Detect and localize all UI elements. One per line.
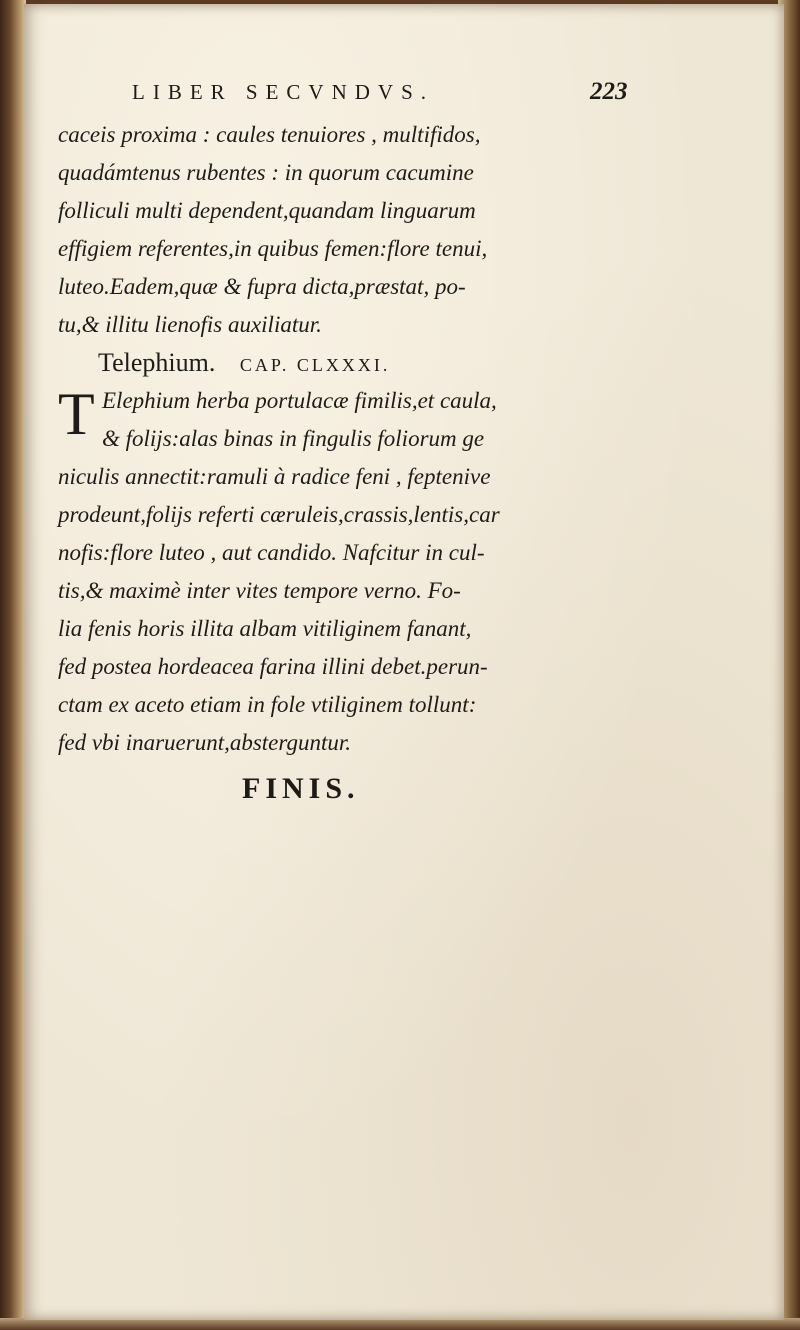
running-head-title: LIBER SECVNDVS. <box>132 80 435 104</box>
first-line-text: Elephium herba portulacæ fimilis,et caula, <box>102 388 497 413</box>
text-line: quadámtenus rubentes : in quorum cacumine <box>58 160 474 185</box>
text-block <box>58 116 628 762</box>
chapter-number: CAP. CLXXXI. <box>239 355 391 375</box>
finis-colophon: FINIS. <box>242 772 360 805</box>
text-line: tis,& maximè inter vites tempore verno. Fo- <box>58 578 461 603</box>
text-line: lia fenis horis illita albam vitiliginem fanant, <box>58 616 472 641</box>
text-line: ctam ex aceto etiam in fole vtiliginem tollunt: <box>58 692 477 717</box>
book-page <box>24 4 784 1320</box>
text-line: luteo.Eadem,quæ & fupra dicta,præstat, po- <box>58 274 466 299</box>
text-line: nofis:flore luteo , aut candido. Nafcitur in cul- <box>58 540 485 565</box>
book-binding-left <box>0 0 26 1330</box>
drop-cap: T <box>58 381 95 447</box>
chapter-heading <box>58 344 628 382</box>
text-line: folliculi multi dependent,quandam linguarum <box>58 198 476 223</box>
text-line: prodeunt,folijs referti cæruleis,crassis,lentis,car <box>58 502 500 527</box>
text-line: effigiem referentes,in quibus femen:flore tenui, <box>58 236 488 261</box>
chapter-title: Telephium. <box>98 348 216 377</box>
running-head <box>24 80 784 114</box>
text-line: fed postea hordeacea farina illini debet.perun- <box>58 654 488 679</box>
page-number: 223 <box>590 78 628 105</box>
text-line: & folijs:alas binas in fingulis foliorum ge <box>102 426 485 451</box>
text-line: caceis proxima : caules tenuiores , multifidos, <box>58 122 481 147</box>
text-line: tu,& illitu lienofis auxiliatur. <box>58 312 322 337</box>
text-line: niculis annectit:ramuli à radice feni , feptenive <box>58 464 491 489</box>
text-line: fed vbi inaruerunt,absterguntur. <box>58 730 352 755</box>
